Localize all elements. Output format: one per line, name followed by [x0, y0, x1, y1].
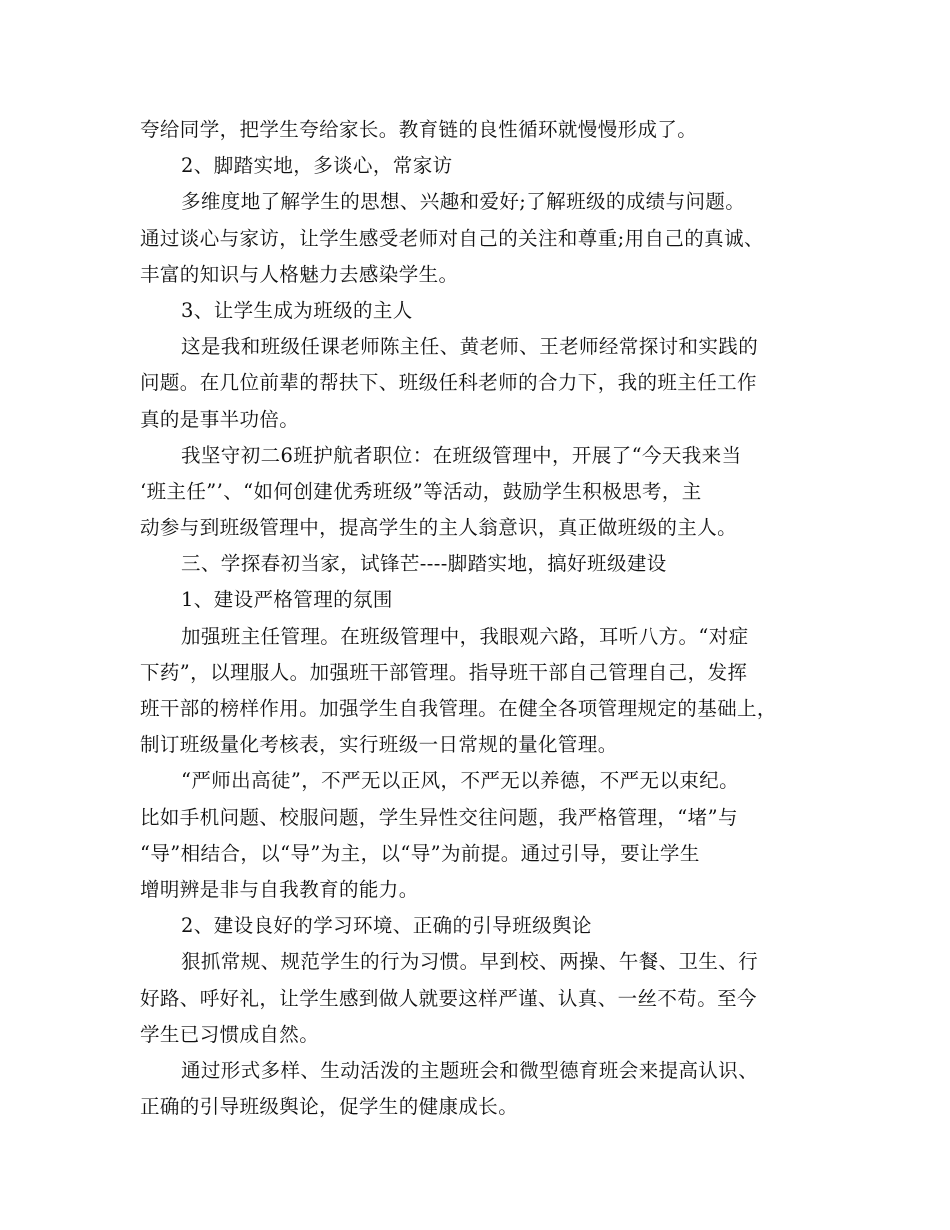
text-line: 下药”，以理服人。加强班干部管理。指导班干部自己管理自己，发挥	[140, 660, 748, 684]
text-line: 学生已习惯成自然。	[140, 1022, 320, 1046]
text-line: 制订班级量化考核表，实行班级一日常规的量化管理。	[140, 733, 618, 757]
text-line: 通过谈心与家访，让学生感受老师对自己的关注和尊重;用自己的真诚、	[140, 226, 764, 250]
text-line: 多维度地了解学生的思想、兴趣和爱好;了解班级的成绩与问题。	[181, 190, 746, 214]
section-heading: 2、脚踏实地，多谈心，常家访	[181, 154, 453, 178]
text-line: 比如手机问题、校服问题，学生异性交往问题，我严格管理，“堵”与	[140, 805, 738, 829]
text-line: 好路、呼好礼，让学生感到做人就要这样严谨、认真、一丝不苟。至今	[140, 986, 757, 1010]
text-line: 加强班主任管理。在班级管理中，我眼观六路，耳听八方。“对症	[181, 624, 749, 648]
section-heading: 2、建设良好的学习环境、正确的引导班级舆论	[181, 914, 592, 938]
text-line: 增明辨是非与自我教育的能力。	[140, 877, 419, 901]
text-line: 通过形式多样、生动活泼的主题班会和微型德育班会来提高认识、	[181, 1058, 759, 1082]
text-line: “严师出高徒”，不严无以正风，不严无以养德，不严无以束纪。	[181, 769, 740, 793]
text-line: 这是我和班级任课老师陈主任、黄老师、王老师经常探讨和实践的	[181, 335, 759, 359]
text-line: 班干部的榜样作用。加强学生自我管理。在健全各项管理规定的基础上，	[140, 697, 777, 720]
document-body	[140, 112, 830, 1125]
text-line: 夸给同学，把学生夸给家长。教育链的良性循环就慢慢形成了。	[140, 118, 698, 141]
section-heading: 3、让学生成为班级的主人	[181, 298, 413, 322]
section-heading: 三、学探春初当家，试锋芒----脚踏实地，搞好班级建设	[181, 552, 667, 576]
text-line: 真的是事半功倍。	[140, 407, 300, 431]
text-line: 问题。在几位前辈的帮扶下、班级任科老师的合力下，我的班主任工作	[140, 371, 757, 395]
text-line: 丰富的知识与人格魅力去感染学生。	[140, 262, 459, 286]
text-line: 正确的引导班级舆论，促学生的健康成长。	[140, 1095, 519, 1119]
text-line: 我坚守初二6班护航者职位：在班级管理中，开展了“今天我来当	[181, 443, 742, 467]
text-line: ‘班主任”’、“如何创建优秀班级”等活动，鼓励学生积极思考，主	[140, 479, 702, 503]
text-line: 动参与到班级管理中，提高学生的主人翁意识，真正做班级的主人。	[140, 516, 738, 540]
text-line: 狠抓常规、规范学生的行为习惯。早到校、两操、午餐、卫生、行	[181, 950, 759, 974]
section-heading: 1、建设严格管理的氛围	[181, 588, 393, 612]
text-line: “导”相结合，以“导”为主，以“导”为前提。通过引导，要让学生	[140, 841, 700, 865]
